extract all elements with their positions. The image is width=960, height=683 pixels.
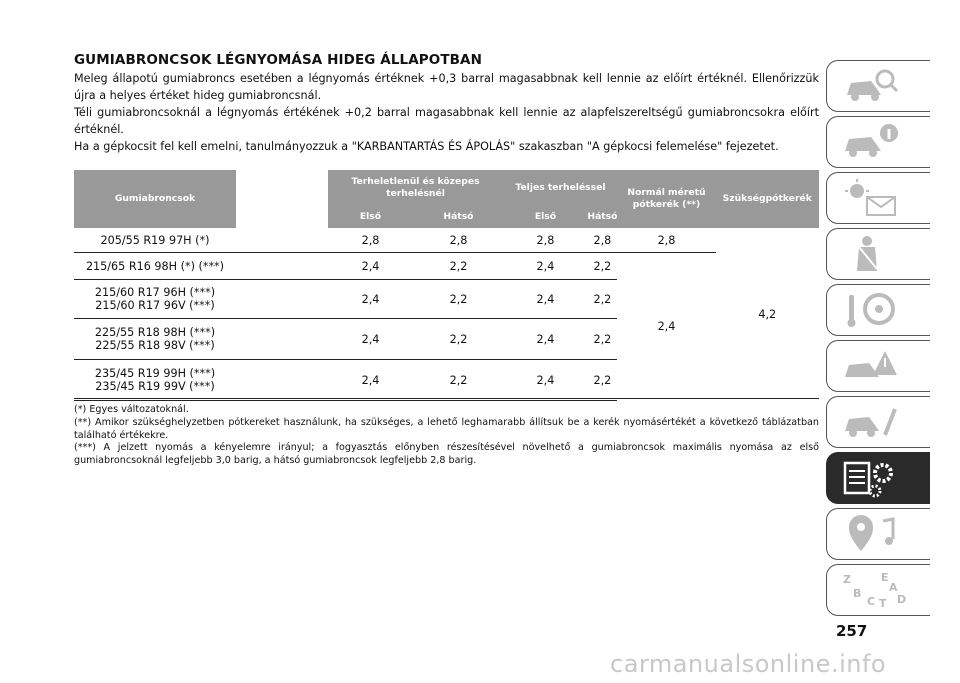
svg-text:Z: Z (843, 573, 851, 586)
pressure-value: 2,8 (328, 228, 414, 253)
chapter-tab-safety[interactable] (826, 228, 930, 280)
pressure-value: 2,4 (503, 280, 587, 319)
pressure-value: 2,2 (587, 280, 617, 319)
seatbelt-person-icon (841, 233, 901, 275)
pressure-value: 2,4 (503, 253, 587, 280)
emergency-spare-value: 4,2 (758, 307, 777, 321)
location-music-icon (841, 513, 901, 555)
header-front: Első (503, 206, 587, 228)
table-bottom-rule (74, 398, 819, 399)
alphabet-index-icon (841, 569, 911, 611)
specs-gears-icon (841, 457, 901, 499)
key-steering-wheel-icon (841, 289, 901, 331)
page-heading: GUMIABRONCSOK LÉGNYOMÁSA HIDEG ÁLLAPOTBAN (74, 52, 482, 68)
normal-spare-value: 2,8 (617, 228, 715, 253)
svg-text:D: D (897, 593, 907, 606)
pressure-value: 2,4 (328, 319, 414, 360)
svg-text:A: A (889, 581, 898, 594)
intro-paragraph: Ha a gépkocsit fel kell emelni, tanulmányozzuk a "KARBANTARTÁS ÉS ÁPOLÁS" szakaszban "A gépkocsi felemelése" fejezetet. (74, 140, 779, 153)
footnotes (74, 404, 819, 468)
pressure-value: 2,2 (587, 360, 617, 401)
header-front: Első (328, 206, 414, 228)
pressure-value: 2,4 (328, 253, 414, 280)
table-row (74, 253, 819, 280)
car-wrench-icon (841, 401, 901, 443)
svg-text:E: E (881, 571, 889, 584)
pressure-value: 2,2 (587, 253, 617, 280)
tire-size: 215/65 R16 98H (*) (***) (74, 253, 236, 280)
footnote: (***) A jelzett nyomás a kényelemre irányul; a fogyasztás előnyben részesítésével növelhető a gumiabroncsok maximális nyomása az első gumiabroncsoknál legfeljebb 3,0 barig, a hátsó gumiabroncsok legfeljebb 2,8 barig. (74, 442, 819, 467)
car-search-icon (841, 65, 901, 107)
watermark: carmanualsonline.info (610, 650, 887, 678)
tire-size: 225/55 R18 98H (***) 225/55 R18 98V (***) (74, 319, 236, 360)
header-unloaded: Terheletlenül és közepes terhelésnél (328, 170, 504, 206)
tire-size: 235/45 R19 99H (***) 235/45 R19 99V (***) (74, 360, 236, 401)
chapter-tab-multimedia[interactable] (826, 508, 930, 560)
chapter-tab-maintenance[interactable] (826, 396, 930, 448)
normal-spare-value: 2,4 (657, 320, 676, 334)
chapter-tab-index[interactable] (826, 564, 930, 616)
tire-size: 205/55 R19 97H (*) (74, 228, 236, 253)
pressure-value: 2,2 (413, 280, 503, 319)
pressure-value: 2,4 (328, 360, 414, 401)
pressure-value: 2,8 (503, 228, 587, 253)
chapter-tab-car-search[interactable] (826, 60, 930, 112)
svg-text:T: T (879, 597, 887, 610)
header-full-load: Teljes terheléssel (503, 170, 617, 206)
warning-lights-mail-icon (841, 177, 901, 219)
pressure-value: 2,2 (413, 360, 503, 401)
svg-text:B: B (853, 587, 862, 600)
footnote: (**) Amikor szükséghelyzetben pótkereket használunk, ha szükséges, a lehető leghamarabb állítsuk be a kerék nyomásértékét a következő táblázatban található értékekre. (74, 416, 819, 441)
pressure-value: 2,2 (413, 253, 503, 280)
chapter-tab-warning-lights[interactable] (826, 172, 930, 224)
tire-pressure-table (74, 170, 819, 401)
intro-paragraph: Meleg állapotú gumiabroncs esetében a légnyomás értéknek +0,3 barral magasabbnak kell lennie az előírt értéknél. Ellenőrizzük újra a helyes értéket hideg gumiabroncsnál. (74, 72, 819, 102)
pressure-value: 2,4 (503, 319, 587, 360)
pressure-value: 2,2 (587, 319, 617, 360)
pressure-value: 2,2 (413, 319, 503, 360)
page-number: 257 (836, 622, 868, 640)
header-normal-spare: Normál méretű pótkerék (**) (617, 170, 715, 228)
tire-size: 215/60 R17 96H (***) 215/60 R17 96V (***) (74, 280, 236, 319)
chapter-tab-starting-driving[interactable] (826, 284, 930, 336)
car-crash-warning-icon (841, 345, 901, 387)
pressure-value: 2,4 (328, 280, 414, 319)
chapter-tab-specifications[interactable] (826, 452, 930, 504)
pressure-value: 2,8 (587, 228, 617, 253)
table-row (74, 228, 819, 253)
pressure-value: 2,4 (503, 360, 587, 401)
chapter-tab-emergency[interactable] (826, 340, 930, 392)
svg-text:C: C (867, 595, 876, 608)
intro-paragraph: Téli gumiabroncsoknál a légnyomás értékének +0,2 barral magasabbnak kell lennie az alapfelszereltségű gumiabroncsokra előírt értéknél. (74, 106, 819, 136)
footnote: (*) Egyes változatoknál. (74, 404, 189, 415)
pressure-value: 2,8 (413, 228, 503, 253)
header-rear: Hátsó (413, 206, 503, 228)
header-emergency-spare: Szükségpótkerék (716, 170, 820, 228)
header-tires: Gumiabroncsok (74, 170, 236, 228)
chapter-tab-car-info[interactable] (826, 116, 930, 168)
header-rear: Hátsó (587, 206, 617, 228)
car-info-icon (841, 121, 901, 163)
intro-text (74, 70, 819, 155)
